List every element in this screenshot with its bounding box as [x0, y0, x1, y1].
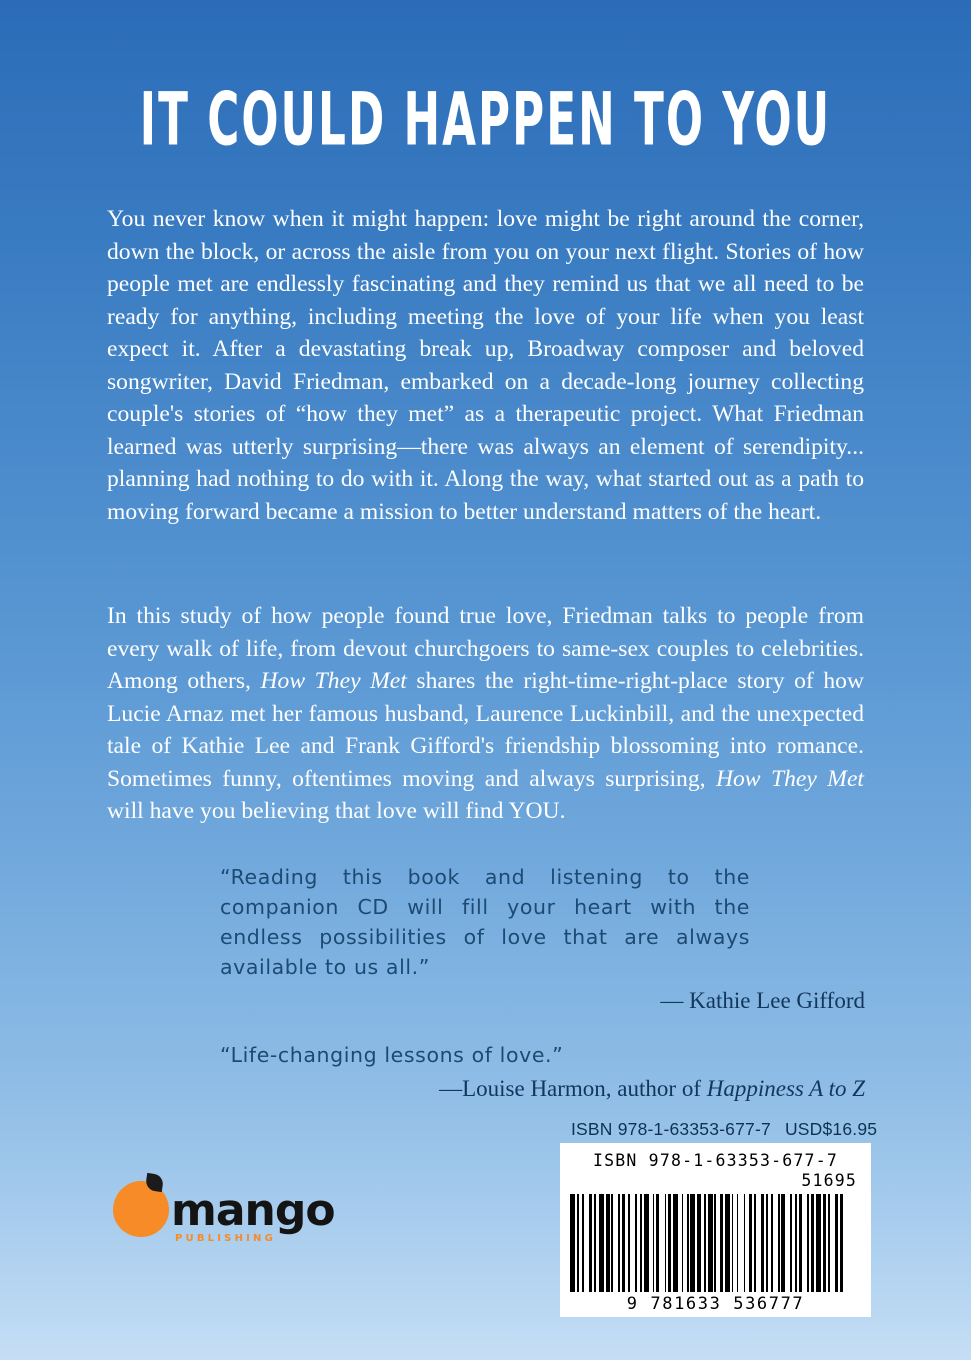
quote-block-1	[220, 862, 865, 1014]
quote-block-2	[220, 1040, 865, 1102]
publisher-name: mango	[171, 1185, 335, 1236]
blurb-p2-part-a: In this study of how people found true love, Friedman talks to people from every walk of life, from devout churchgoers to same-sex couples to celebrities. Among others,	[107, 603, 864, 694]
price-label: USD$16.95	[784, 1119, 878, 1139]
quote-attribution-1: — Kathie Lee Gifford	[660, 988, 865, 1013]
book-title-mention-1: How They Met	[260, 668, 407, 694]
blurb-paragraph-1: You never know when it might happen: love might be right around the corner, down the block, or across the aisle from you on your next flight. Stories of how people met are endlessly fascinating and they remind us that we all need to be ready for anything, including meeting the love of your life when you least expect it. After a devastating break up, Broadway composer and beloved songwriter, David Friedman, embarked on a decade-long journey collecting couple's stories of “how they met” as a therapeutic project. What Friedman learned was utterly surprising—there was always an element of serendipity... planning had nothing to do with it. Along the way, what started out as a path to moving forward became a mission to better understand matters of the heart.	[107, 206, 864, 525]
barcode-isbn-text: ISBN 978-1-63353-677-7	[593, 1151, 838, 1170]
page-title: IT COULD HAPPEN TO YOU	[139, 78, 832, 164]
publisher-logo	[113, 1175, 373, 1261]
quote-text-1: “Reading this book and listening to the companion CD will fill your heart with the endless possibilities of love that are always available to us all.”	[220, 865, 750, 979]
blurb-paragraph-2	[107, 600, 864, 828]
blurb-p2-part-b: shares the right-time-right-place story of how Lucie Arnaz met her famous husband, Laurence Luckinbill, and the unexpected tale of Kathie Lee and Frank Gifford's friendship blossoming into romance. Sometimes funny, oftentimes moving and always surprising,	[107, 668, 864, 792]
barcode-addon-text: 51695	[801, 1171, 857, 1190]
endorsement-quotes	[220, 862, 865, 1102]
quote-attribution-2	[220, 1076, 865, 1102]
quote-attribution-2-title: Happiness A to Z	[706, 1076, 865, 1101]
quote-attribution-2-text: —Louise Harmon, author of	[439, 1076, 707, 1101]
barcode-bars	[570, 1194, 861, 1292]
publisher-tagline: PUBLISHING	[175, 1233, 277, 1244]
barcode-number-text: 9 781633 536777	[626, 1294, 805, 1314]
isbn-price-line	[571, 1119, 878, 1140]
blurb-p2-part-c: will have you believing that love will find YOU.	[107, 798, 566, 824]
barcode	[560, 1143, 871, 1317]
isbn-label: ISBN 978-1-63353-677-7	[571, 1119, 771, 1139]
quote-text-2: “Life-changing lessons of love.”	[220, 1043, 564, 1067]
book-title-mention-2: How They Met	[715, 765, 864, 792]
